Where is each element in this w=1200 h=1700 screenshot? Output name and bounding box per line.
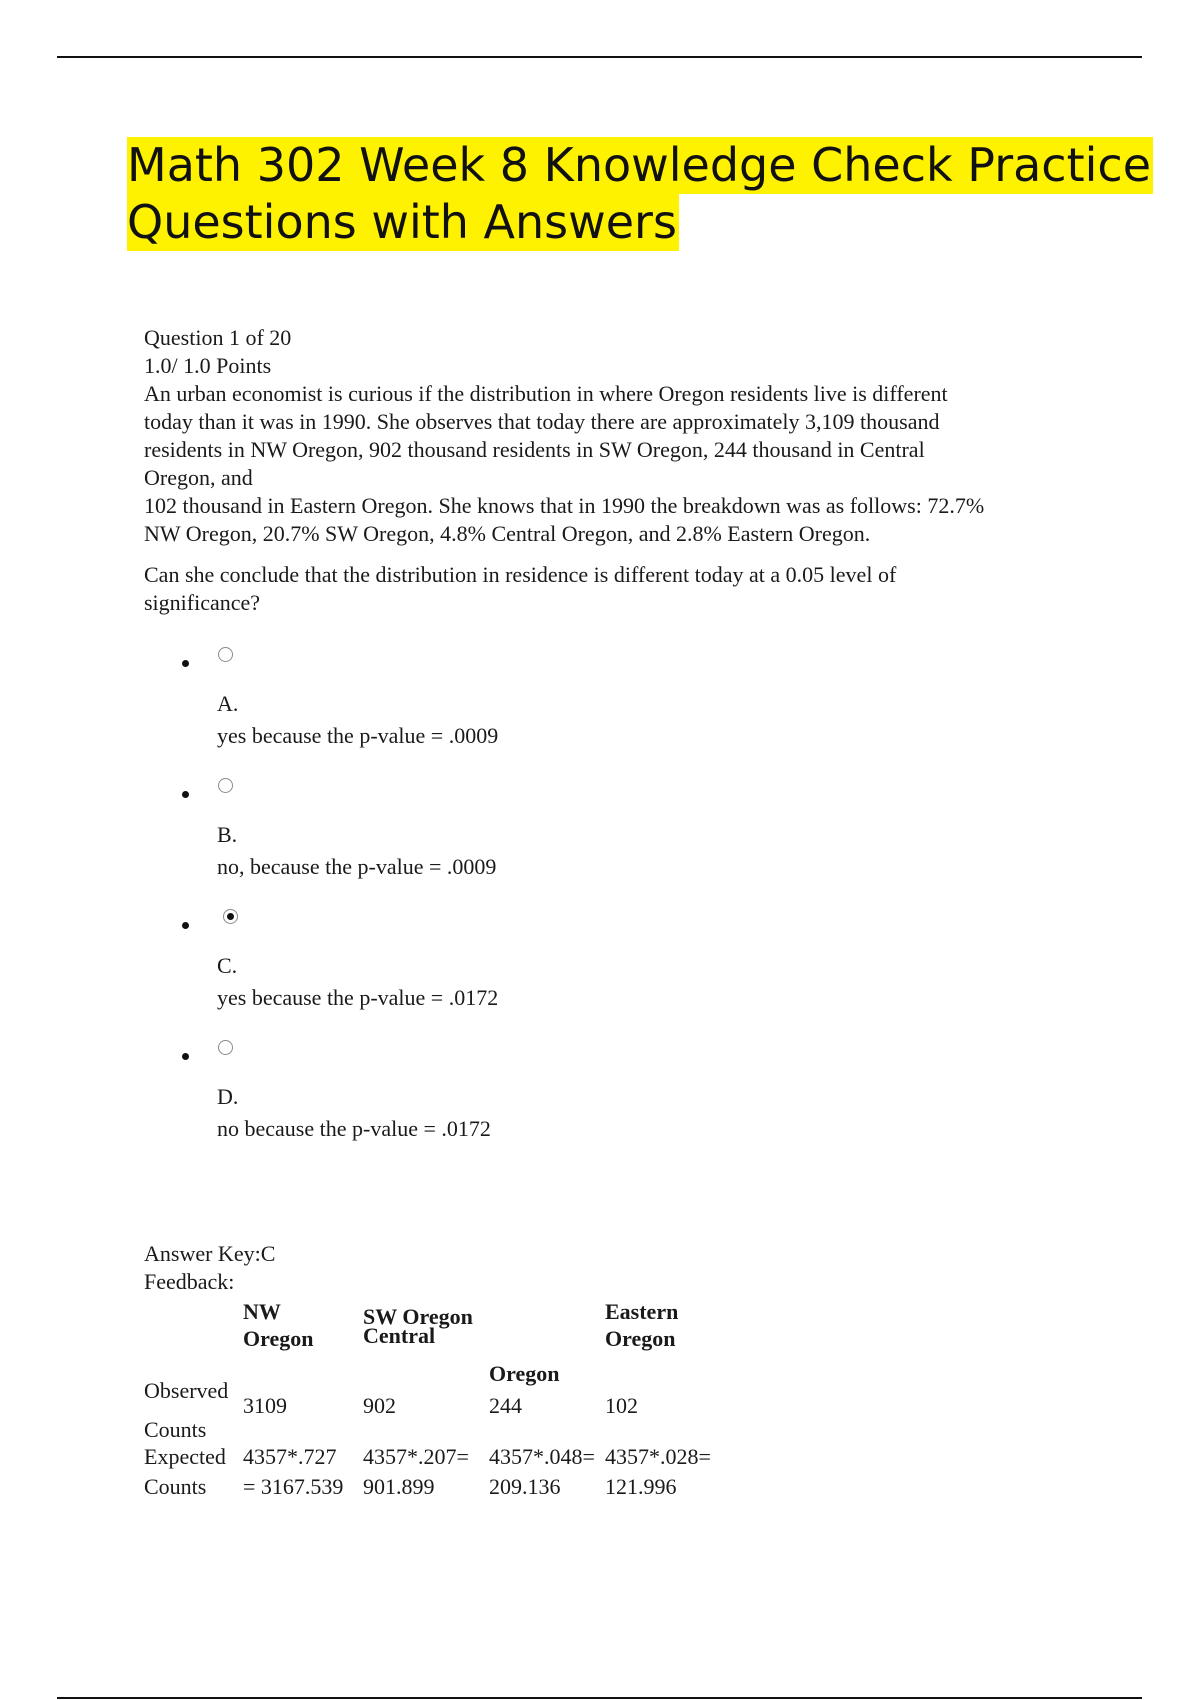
radio-option-b[interactable] — [218, 778, 233, 793]
header-eastern-oregon: Oregon — [605, 1326, 676, 1351]
observed-eastern: 102 — [605, 1393, 638, 1418]
question-body-line: 102 thousand in Eastern Oregon. She knows that in 1990 the breakdown was as follows: 72.7% — [144, 493, 985, 518]
radio-option-a[interactable] — [218, 647, 233, 662]
question-points: 1.0/ 1.0 Points — [144, 353, 272, 378]
expected-formula-nw: 4357*.727 — [243, 1444, 337, 1469]
answer-options — [144, 650, 944, 1174]
expected-formula-eastern: 4357*.028= — [605, 1444, 711, 1469]
bullet-icon — [182, 791, 189, 798]
row-label-expected: Expected — [144, 1444, 226, 1469]
option-letter: C. — [217, 953, 238, 978]
question-body-line: An urban economist is curious if the distribution in where Oregon residents live is different — [144, 381, 948, 406]
question-block — [144, 324, 1084, 617]
question-number: Question 1 of 20 — [144, 325, 292, 350]
title-line-2: Questions with Answers — [127, 195, 677, 249]
option-text: yes because the p-value = .0172 — [217, 985, 499, 1010]
row-label-counts: Counts — [144, 1474, 207, 1499]
page-title — [127, 137, 1151, 251]
option-text: no, because the p-value = .0009 — [217, 854, 497, 879]
bullet-icon — [182, 660, 189, 667]
expected-value-central: 209.136 — [489, 1474, 561, 1499]
header-eastern: Eastern — [605, 1299, 679, 1324]
answer-key: Answer Key:C — [144, 1241, 276, 1266]
question-body-line: Oregon, and — [144, 465, 253, 490]
option-text: yes because the p-value = .0009 — [217, 723, 499, 748]
bullet-icon — [182, 922, 189, 929]
header-sw: SW Oregon — [363, 1304, 473, 1329]
option-a[interactable] — [144, 650, 944, 781]
bottom-rule — [57, 1697, 1142, 1699]
radio-option-c[interactable] — [223, 909, 238, 924]
expected-value-sw: 901.899 — [363, 1474, 435, 1499]
answer-section — [144, 1240, 275, 1296]
question-ask-line: Can she conclude that the distribution in residence is different today at a 0.05 level of — [144, 562, 897, 587]
row-label-observed: Observed — [144, 1378, 229, 1403]
radio-option-d[interactable] — [218, 1040, 233, 1055]
expected-value-eastern: 121.996 — [605, 1474, 677, 1499]
option-b[interactable] — [144, 781, 944, 912]
top-rule — [57, 56, 1142, 58]
expected-value-nw: = 3167.539 — [243, 1474, 344, 1499]
option-c[interactable] — [144, 912, 944, 1043]
option-d[interactable] — [144, 1043, 944, 1174]
observed-central: 244 — [489, 1393, 522, 1418]
question-body-line: residents in NW Oregon, 902 thousand residents in SW Oregon, 244 thousand in Central — [144, 437, 925, 462]
option-letter: A. — [217, 691, 239, 716]
question-body-line: NW Oregon, 20.7% SW Oregon, 4.8% Central Oregon, and 2.8% Eastern Oregon. — [144, 521, 871, 546]
question-body-line: today than it was in 1990. She observes that today there are approximately 3,109 thousand — [144, 409, 940, 434]
observed-nw: 3109 — [243, 1393, 287, 1418]
row-label-counts: Counts — [144, 1417, 207, 1442]
option-letter: B. — [217, 822, 238, 847]
header-nw: NW — [243, 1299, 281, 1324]
header-central-oregon: Oregon — [489, 1361, 560, 1386]
question-ask-line: significance? — [144, 590, 261, 615]
expected-formula-sw: 4357*.207= — [363, 1444, 469, 1469]
header-central: Central — [363, 1323, 436, 1348]
option-letter: D. — [217, 1084, 239, 1109]
observed-sw: 902 — [363, 1393, 396, 1418]
expected-formula-central: 4357*.048= — [489, 1444, 595, 1469]
option-text: no because the p-value = .0172 — [217, 1116, 491, 1141]
header-nw-oregon: Oregon — [243, 1326, 314, 1351]
title-line-1: Math 302 Week 8 Knowledge Check Practice — [127, 138, 1151, 192]
bullet-icon — [182, 1053, 189, 1060]
feedback-label: Feedback: — [144, 1269, 235, 1294]
